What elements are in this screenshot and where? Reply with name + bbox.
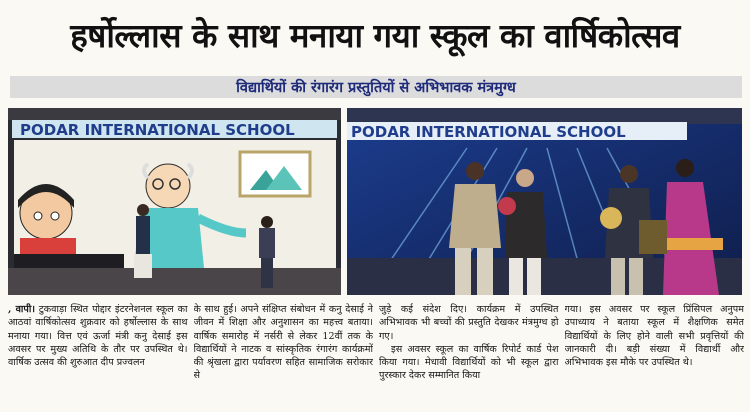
headline: हर्षोल्लास के साथ मनाया गया स्कूल का वार्षिकोत्सव bbox=[70, 15, 680, 55]
article-paragraph: गया। इस अवसर पर स्कूल प्रिंसिपल अनुपम उपाध्याय ने बताया स्कूल में शैक्षणिक समेत विद्यार्थियों के लिए होने वाली सभी प्रवृत्तियों की जानकारी दी। बड़ी संख्या में विद्यार्थी और अभिभावक इस मौके पर उपस्थित थे। bbox=[564, 304, 744, 369]
article-column-3 bbox=[379, 303, 559, 409]
subheadline: विद्यार्थियों की रंगारंग प्रस्तुतियों से अभिभावक मंत्रमुग्ध bbox=[236, 80, 516, 96]
photo-award-ceremony bbox=[347, 108, 742, 295]
article-body bbox=[8, 303, 744, 409]
article-dateline: , वापी। bbox=[8, 304, 35, 315]
article-paragraph: इस अवसर स्कूल का वार्षिक रिपोर्ट कार्ड पेश किया गया। मेधावी विद्यार्थियों को भी स्कूल द्वारा पुरस्कार देकर सम्मानित किया bbox=[379, 343, 559, 382]
school-banner-right: PODAR INTERNATIONAL SCHOOL bbox=[351, 123, 626, 141]
article-paragraph: जुड़े कई संदेश दिए। कार्यक्रम में उपस्थित अभिभावक भी बच्चों की प्रस्तुति देखकर मंत्रमुग्ध हो गए। bbox=[379, 304, 559, 342]
subheadline-bar bbox=[10, 76, 742, 98]
article-column-1 bbox=[8, 303, 188, 409]
article-paragraph: टुकवाड़ा स्थित पोद्दार इंटरनेशनल स्कूल का आठवां वार्षिकोत्सव शुक्रवार को हर्षोल्लास के साथ मनाया गया। वित्त एवं ऊर्जा मंत्री कनु देसाई इस अवसर पर मुख्य अतिथि के तौर पर उपस्थित थे। वार्षिक उत्सव की शुरुआत दीप प्रज्वलन bbox=[8, 304, 188, 369]
photo-stage-performance bbox=[8, 108, 341, 295]
article-column-4 bbox=[565, 303, 745, 409]
article-column-2 bbox=[194, 303, 374, 409]
article-paragraph: के साथ हुई। अपने संक्षिप्त संबोधन में कनु देसाई ने जीवन में शिक्षा और अनुशासन का महत्त्व बताया। वार्षिक समारोह में नर्सरी से लेकर 12वीं तक के विद्यार्थियों ने नाटक व सांस्कृतिक रंगारंग कार्यक्रमों की श्रृंखला द्वारा पर्यावरण सहित सामाजिक सरोकार से bbox=[193, 304, 373, 382]
school-banner-left: PODAR INTERNATIONAL SCHOOL bbox=[20, 121, 295, 139]
